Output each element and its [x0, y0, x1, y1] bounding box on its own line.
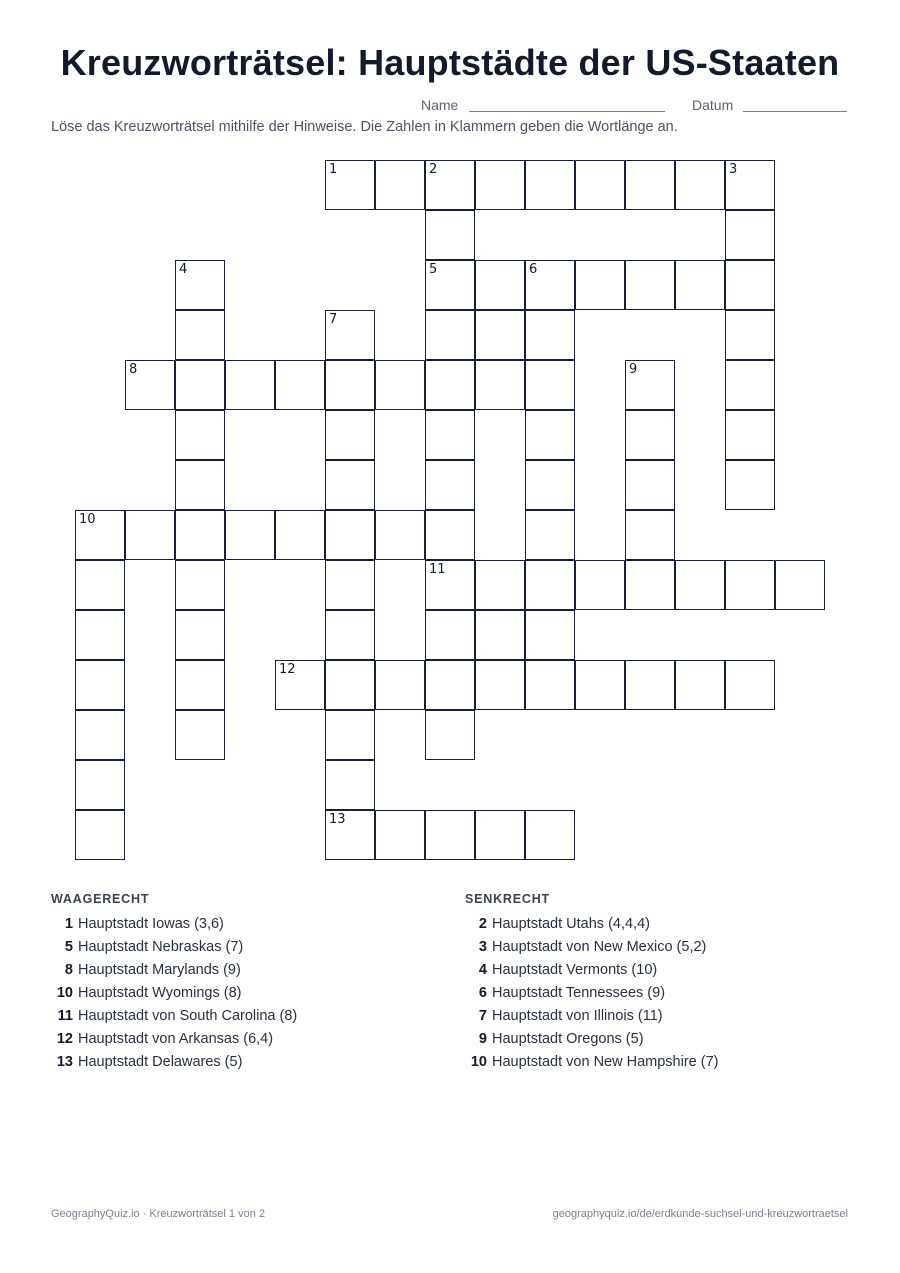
clue-number: 4 [478, 962, 487, 978]
grid-cell[interactable] [225, 510, 275, 560]
grid-cell[interactable] [75, 710, 125, 760]
clue-number: 12 [56, 1031, 73, 1047]
grid-cell[interactable] [475, 360, 525, 410]
grid-cell[interactable] [175, 410, 225, 460]
grid-cell[interactable] [525, 510, 575, 560]
grid-cell[interactable] [325, 660, 375, 710]
cell-number: 12 [279, 662, 296, 677]
grid-cell[interactable] [425, 210, 475, 260]
clue-number: 10 [470, 1054, 487, 1070]
grid-cell[interactable] [525, 410, 575, 460]
cell-number: 8 [129, 362, 138, 377]
grid-cell[interactable] [725, 560, 775, 610]
grid-cell[interactable] [675, 560, 725, 610]
clue-number: 13 [56, 1054, 73, 1070]
grid-cell[interactable] [275, 660, 325, 710]
grid-cell[interactable] [675, 160, 725, 210]
clue-across-10 [51, 983, 297, 1006]
grid-cell[interactable] [425, 360, 475, 410]
clue-text: Hauptstadt von Arkansas (6,4) [78, 1031, 274, 1047]
grid-cell[interactable] [325, 460, 375, 510]
clue-number: 9 [478, 1031, 487, 1047]
clue-text: Hauptstadt von New Hampshire (7) [492, 1054, 719, 1070]
down-clue-list [465, 914, 718, 1075]
grid-cell[interactable] [525, 660, 575, 710]
grid-cell[interactable] [625, 510, 675, 560]
grid-cell[interactable] [525, 610, 575, 660]
grid-cell[interactable] [675, 660, 725, 710]
cell-number: 11 [429, 562, 446, 577]
grid-cell[interactable] [425, 560, 475, 610]
grid-cell[interactable] [775, 560, 825, 610]
grid-cell[interactable] [325, 360, 375, 410]
cell-number: 5 [429, 262, 438, 277]
grid-cell[interactable] [325, 310, 375, 360]
grid-cell[interactable] [375, 810, 425, 860]
clue-across-13 [51, 1052, 297, 1075]
cell-number: 10 [79, 512, 96, 527]
grid-cell[interactable] [475, 260, 525, 310]
grid-cell[interactable] [125, 510, 175, 560]
grid-cell[interactable] [525, 560, 575, 610]
cell-number: 4 [179, 262, 188, 277]
grid-cell[interactable] [425, 410, 475, 460]
grid-cell[interactable] [175, 260, 225, 310]
grid-cell[interactable] [625, 560, 675, 610]
grid-cell[interactable] [475, 660, 525, 710]
grid-cell[interactable] [475, 610, 525, 660]
grid-cell[interactable] [425, 660, 475, 710]
grid-cell[interactable] [175, 510, 225, 560]
clue-text: Hauptstadt Utahs (4,4,4) [492, 916, 650, 932]
clue-number: 3 [478, 939, 487, 955]
grid-cell[interactable] [275, 510, 325, 560]
grid-cell[interactable] [425, 160, 475, 210]
cell-number: 13 [329, 812, 346, 827]
grid-cell[interactable] [325, 410, 375, 460]
clue-down-3 [465, 937, 718, 960]
clue-text: Hauptstadt Iowas (3,6) [78, 916, 224, 932]
grid-cell[interactable] [725, 310, 775, 360]
down-heading: SENKRECHT [465, 892, 550, 906]
name-label: Name [421, 97, 459, 113]
page-title: Kreuzworträtsel: Hauptstädte der US-Staaten [60, 42, 840, 83]
clue-number: 11 [57, 1008, 73, 1024]
clue-text: Hauptstadt von South Carolina (8) [78, 1008, 298, 1024]
grid-cell[interactable] [625, 660, 675, 710]
grid-cell[interactable] [325, 610, 375, 660]
grid-cell[interactable] [75, 610, 125, 660]
grid-cell[interactable] [175, 710, 225, 760]
grid-cell[interactable] [325, 160, 375, 210]
cell-number: 3 [729, 162, 738, 177]
grid-cell[interactable] [375, 660, 425, 710]
grid-cell[interactable] [625, 260, 675, 310]
grid-cell[interactable] [325, 510, 375, 560]
clue-down-4 [465, 960, 718, 983]
grid-cell[interactable] [175, 560, 225, 610]
clue-across-5 [51, 937, 297, 960]
grid-cell[interactable] [175, 460, 225, 510]
across-heading: WAAGERECHT [51, 892, 150, 906]
grid-cell[interactable] [525, 810, 575, 860]
grid-cell[interactable] [75, 510, 125, 560]
grid-cell[interactable] [525, 460, 575, 510]
clue-down-10 [465, 1052, 718, 1075]
grid-cell[interactable] [375, 160, 425, 210]
grid-cell[interactable] [375, 510, 425, 560]
grid-cell[interactable] [525, 260, 575, 310]
grid-cell[interactable] [475, 160, 525, 210]
grid-cell[interactable] [575, 660, 625, 710]
clue-across-11 [51, 1006, 297, 1029]
clue-text: Hauptstadt Marylands (9) [78, 962, 241, 978]
grid-cell[interactable] [75, 810, 125, 860]
instructions: Löse das Kreuzworträtsel mithilfe der Hinweise. Die Zahlen in Klammern geben die Wortlänge an. [51, 119, 678, 135]
grid-cell[interactable] [425, 810, 475, 860]
grid-cell[interactable] [475, 310, 525, 360]
clue-text: Hauptstadt Wyomings (8) [78, 985, 242, 1001]
clue-down-9 [465, 1029, 718, 1052]
grid-cell[interactable] [425, 610, 475, 660]
grid-cell[interactable] [625, 360, 675, 410]
clue-number: 7 [478, 1008, 487, 1024]
cell-number: 2 [429, 162, 438, 177]
clue-number: 5 [64, 939, 73, 955]
grid-cell[interactable] [625, 160, 675, 210]
clue-text: Hauptstadt Vermonts (10) [492, 962, 658, 978]
clue-text: Hauptstadt von New Mexico (5,2) [492, 939, 707, 955]
grid-cell[interactable] [675, 260, 725, 310]
grid-cell[interactable] [75, 760, 125, 810]
grid-cell[interactable] [275, 360, 325, 410]
grid-cell[interactable] [575, 560, 625, 610]
clue-across-12 [51, 1029, 297, 1052]
footer-left: GeographyQuiz.io · Kreuzworträtsel 1 von 2 [51, 1208, 265, 1220]
cell-number: 6 [529, 262, 538, 277]
grid-cell[interactable] [225, 360, 275, 410]
clue-down-6 [465, 983, 718, 1006]
grid-cell[interactable] [725, 460, 775, 510]
clue-number: 8 [64, 962, 73, 978]
clue-text: Hauptstadt Nebraskas (7) [78, 939, 244, 955]
clue-text: Hauptstadt von Illinois (11) [492, 1008, 663, 1024]
grid-cell[interactable] [175, 610, 225, 660]
grid-cell[interactable] [325, 810, 375, 860]
clue-text: Hauptstadt Delawares (5) [78, 1054, 243, 1070]
grid-cell[interactable] [525, 160, 575, 210]
grid-cell[interactable] [75, 560, 125, 610]
footer-right: geographyquiz.io/de/erdkunde-suchsel-und-kreuzwortraetsel [552, 1208, 848, 1220]
clue-down-7 [465, 1006, 718, 1029]
grid-cell[interactable] [375, 360, 425, 410]
grid-cell[interactable] [575, 160, 625, 210]
date-label: Datum [692, 97, 734, 113]
grid-cell[interactable] [75, 660, 125, 710]
grid-cell[interactable] [325, 560, 375, 610]
grid-cell[interactable] [725, 260, 775, 310]
clue-down-2 [465, 914, 718, 937]
grid-cell[interactable] [575, 260, 625, 310]
grid-cell[interactable] [725, 410, 775, 460]
grid-cell[interactable] [625, 460, 675, 510]
cell-number: 1 [329, 162, 338, 177]
grid-cell[interactable] [625, 410, 675, 460]
across-clue-list [51, 914, 297, 1075]
cell-number: 9 [629, 362, 638, 377]
grid-cell[interactable] [725, 660, 775, 710]
grid-cell[interactable] [325, 710, 375, 760]
grid-cell[interactable] [175, 360, 225, 410]
cell-number: 7 [329, 312, 338, 327]
grid-cell[interactable] [325, 760, 375, 810]
grid-cell[interactable] [725, 360, 775, 410]
grid-cell[interactable] [725, 160, 775, 210]
clue-text: Hauptstadt Tennessees (9) [492, 985, 666, 1001]
grid-cell[interactable] [125, 360, 175, 410]
grid-cell[interactable] [425, 310, 475, 360]
grid-cell[interactable] [425, 260, 475, 310]
grid-cell[interactable] [525, 360, 575, 410]
clue-across-1 [51, 914, 297, 937]
clue-number: 10 [56, 985, 73, 1001]
grid-cell[interactable] [525, 310, 575, 360]
clue-number: 2 [478, 916, 487, 932]
grid-cell[interactable] [425, 510, 475, 560]
grid-cell[interactable] [425, 710, 475, 760]
clue-text: Hauptstadt Oregons (5) [492, 1031, 644, 1047]
clue-number: 1 [64, 916, 73, 932]
grid-cell[interactable] [175, 660, 225, 710]
grid-cell[interactable] [475, 810, 525, 860]
grid-cell[interactable] [425, 460, 475, 510]
clue-across-8 [51, 960, 297, 983]
grid-cell[interactable] [725, 210, 775, 260]
clue-number: 6 [478, 985, 487, 1001]
grid-cell[interactable] [475, 560, 525, 610]
grid-cell[interactable] [175, 310, 225, 360]
